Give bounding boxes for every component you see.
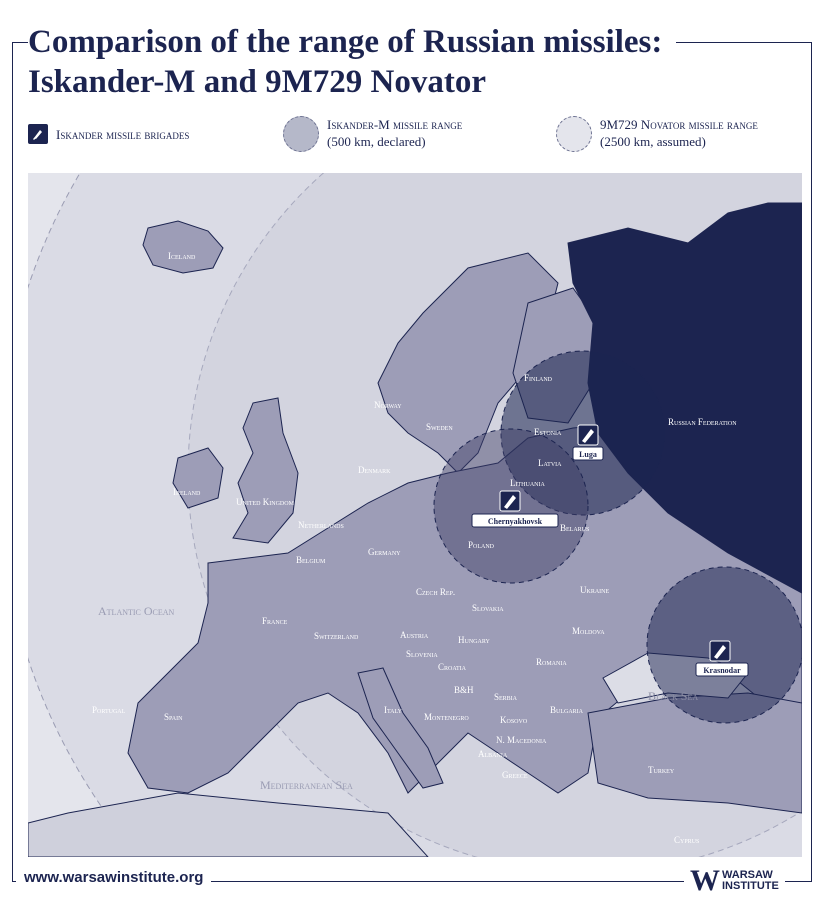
map-svg <box>28 173 802 857</box>
label-serbia: Serbia <box>494 692 518 702</box>
label-albania: Albania <box>478 749 508 759</box>
label-netherlands: Netherlands <box>298 520 344 530</box>
label-bulgaria: Bulgaria <box>550 705 583 715</box>
label-moldova: Moldova <box>572 626 605 636</box>
label-finland: Finland <box>524 373 553 383</box>
label-sweden: Sweden <box>426 422 453 432</box>
label-montenegro: Montenegro <box>424 712 469 722</box>
label-italy: Italy <box>384 705 402 715</box>
label-bh: B&H <box>454 685 474 695</box>
label-macedonia: N. Macedonia <box>496 735 547 745</box>
label-belgium: Belgium <box>296 555 326 565</box>
label-croatia: Croatia <box>438 662 467 672</box>
logo-w-mark: W <box>690 864 720 897</box>
label-hungary: Hungary <box>458 635 490 645</box>
label-mediterranean: Mediterranean Sea <box>260 778 353 792</box>
legend-brigades-label: Iskander missile brigades <box>56 127 190 142</box>
label-black-sea: Black Sea <box>648 689 699 703</box>
label-norway: Norway <box>374 400 402 410</box>
logo-line-2: INSTITUTE <box>722 880 779 892</box>
label-slovakia: Slovakia <box>472 603 504 613</box>
logo-line-1: WARSAW <box>722 869 773 881</box>
label-russia: Russian Federation <box>668 417 737 427</box>
label-lithuania: Lithuania <box>510 478 545 488</box>
label-poland: Poland <box>468 540 495 550</box>
label-estonia: Estonia <box>534 427 562 437</box>
frame-right-line <box>811 42 812 882</box>
label-ukraine: Ukraine <box>580 585 610 595</box>
label-germany: Germany <box>368 547 401 557</box>
title-line-1: Comparison of the range of Russian missiles: <box>28 24 663 60</box>
label-switzerland: Switzerland <box>314 631 359 641</box>
legend-iskander-title: Iskander-M missile range <box>327 117 463 132</box>
label-czech: Czech Rep. <box>416 587 456 597</box>
label-france: France <box>262 616 288 626</box>
footer-url[interactable]: www.warsawinstitute.org <box>16 869 211 886</box>
base-label-krasnodar: Krasnodar <box>703 666 741 675</box>
base-label-luga: Luga <box>579 450 597 459</box>
base-label-chernyakhovsk: Chernyakhovsk <box>487 517 543 526</box>
label-slovenia: Slovenia <box>406 649 438 659</box>
warsaw-institute-logo <box>684 866 785 896</box>
label-austria: Austria <box>400 630 429 640</box>
label-ireland: Ireland <box>173 487 201 497</box>
label-portugal: Portugal <box>92 705 126 715</box>
label-denmark: Denmark <box>358 465 391 475</box>
legend-novator <box>556 116 758 158</box>
iskander-range-swatch <box>283 116 319 152</box>
label-latvia: Latvia <box>538 458 562 468</box>
label-uk: United Kingdom <box>236 497 294 507</box>
frame-left-line <box>12 42 13 882</box>
label-iceland: Iceland <box>168 251 196 261</box>
label-atlantic: Atlantic Ocean <box>98 604 175 618</box>
legend-iskander <box>283 116 462 158</box>
legend-brigades <box>28 116 189 158</box>
label-spain: Spain <box>164 712 183 722</box>
label-greece: Greece <box>502 770 528 780</box>
label-cyprus: Cyprus <box>674 835 700 845</box>
label-kosovo: Kosovo <box>500 715 528 725</box>
legend-novator-title: 9M729 Novator missile range <box>600 117 758 132</box>
base-marker-luga[interactable] <box>573 425 603 460</box>
label-belarus: Belarus <box>560 523 590 533</box>
title-line-2: Iskander-M and 9M729 Novator <box>28 64 487 100</box>
missile-icon <box>28 124 48 144</box>
legend-iskander-sub: (500 km, declared) <box>327 134 426 149</box>
page-title <box>28 22 676 102</box>
label-turkey: Turkey <box>648 765 675 775</box>
novator-range-swatch <box>556 116 592 152</box>
legend-novator-sub: (2500 km, assumed) <box>600 134 706 149</box>
label-romania: Romania <box>536 657 567 667</box>
europe-map <box>28 173 802 857</box>
